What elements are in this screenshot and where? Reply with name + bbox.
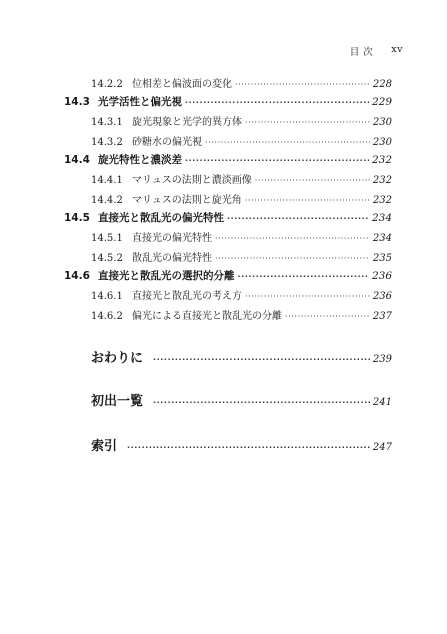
toc-chapter-entry[interactable] bbox=[91, 347, 392, 366]
toc-entry-page: 247 bbox=[372, 442, 392, 453]
leader-dots bbox=[285, 312, 370, 321]
leader-dots bbox=[245, 292, 370, 301]
leader-dots bbox=[127, 443, 370, 452]
toc-subsection-entry[interactable] bbox=[91, 171, 392, 186]
leader-dots bbox=[245, 118, 370, 127]
leader-dots bbox=[227, 214, 369, 223]
toc-entry-title: 直接光と散乱光の考え方 bbox=[132, 291, 242, 302]
toc-entry-page: 237 bbox=[372, 311, 392, 322]
toc-section-entry[interactable] bbox=[64, 152, 392, 167]
toc-entry-page: 232 bbox=[372, 195, 392, 206]
toc-subsection-entry[interactable] bbox=[91, 307, 392, 322]
leader-dots bbox=[185, 156, 369, 165]
running-header bbox=[350, 44, 403, 58]
toc-entry-page: 232 bbox=[372, 175, 392, 186]
toc-entry-title: 散乱光の偏光特性 bbox=[132, 253, 212, 264]
toc-entry-number: 14.4 bbox=[64, 154, 90, 166]
toc-entry-title: 偏光による直接光と散乱光の分離 bbox=[132, 311, 282, 322]
leader-dots bbox=[153, 355, 370, 364]
toc-entry-number: 14.2.2 bbox=[91, 79, 123, 90]
toc-subsection-entry[interactable] bbox=[91, 113, 392, 128]
toc-entry-title: 直接光と散乱光の選択的分離 bbox=[98, 270, 235, 282]
toc-entry-number: 14.4.2 bbox=[91, 195, 123, 206]
toc-entry-page: 229 bbox=[371, 96, 392, 108]
toc-entry-page: 234 bbox=[371, 212, 392, 224]
toc-entry-page: 239 bbox=[372, 354, 392, 365]
leader-dots bbox=[185, 98, 369, 107]
toc-subsection-entry[interactable] bbox=[91, 287, 392, 302]
toc-entry-title: 旋光現象と光学的異方体 bbox=[132, 117, 242, 128]
toc-entry-page: 230 bbox=[372, 117, 392, 128]
leader-dots bbox=[255, 176, 370, 185]
leader-dots bbox=[238, 272, 369, 281]
leader-dots bbox=[215, 234, 370, 243]
toc-chapter-entry[interactable] bbox=[91, 390, 392, 409]
toc-entry-number: 14.6.1 bbox=[91, 291, 123, 302]
toc-entry-page: 236 bbox=[372, 291, 392, 302]
toc-entry-title: 直接光の偏光特性 bbox=[132, 233, 212, 244]
leader-dots bbox=[215, 254, 370, 263]
toc-entry-title: 索引 bbox=[91, 439, 118, 454]
toc-entry-number: 14.6.2 bbox=[91, 311, 123, 322]
toc-entry-number: 14.5.1 bbox=[91, 233, 123, 244]
toc-subsection-entry[interactable] bbox=[91, 191, 392, 206]
toc-entry-page: 241 bbox=[372, 397, 392, 408]
toc-entry-title: 光学活性と偏光視 bbox=[98, 96, 182, 108]
toc-entry-title: マリュスの法則と旋光角 bbox=[132, 195, 242, 206]
toc-entry-number: 14.6 bbox=[64, 270, 90, 282]
toc-entry-title: 位相差と偏波面の変化 bbox=[132, 79, 232, 90]
toc-entry-page: 230 bbox=[372, 137, 392, 148]
toc-entry-number: 14.5.2 bbox=[91, 253, 123, 264]
toc-section-entry[interactable] bbox=[64, 94, 392, 109]
toc-entry-title: 初出一覧 bbox=[91, 394, 144, 409]
leader-dots bbox=[153, 398, 370, 407]
toc-entry-title: 直接光と散乱光の偏光特性 bbox=[98, 212, 224, 224]
toc-entry-page: 234 bbox=[372, 233, 392, 244]
toc-subsection-entry[interactable] bbox=[91, 133, 392, 148]
toc-entry-page: 235 bbox=[372, 253, 392, 264]
toc-entry-number: 14.3.2 bbox=[91, 137, 123, 148]
toc-chapter-entry[interactable] bbox=[91, 435, 392, 454]
toc-entry-page: 228 bbox=[372, 79, 392, 90]
toc-entry-number: 14.4.1 bbox=[91, 175, 123, 186]
leader-dots bbox=[245, 196, 370, 205]
leader-dots bbox=[235, 80, 370, 89]
toc-entry-title: 旋光特性と濃淡差 bbox=[98, 154, 182, 166]
toc-entry-number: 14.3.1 bbox=[91, 117, 123, 128]
toc-entry-page: 232 bbox=[371, 154, 392, 166]
toc-entry-title: 砂糖水の偏光視 bbox=[132, 137, 202, 148]
toc-entry-title: おわりに bbox=[91, 351, 144, 366]
toc-section-entry[interactable] bbox=[64, 268, 392, 283]
toc-section-entry[interactable] bbox=[64, 210, 392, 225]
toc-entry-number: 14.5 bbox=[64, 212, 90, 224]
leader-dots bbox=[205, 138, 370, 147]
toc-subsection-entry[interactable] bbox=[91, 229, 392, 244]
toc-entry-title: マリュスの法則と濃淡画像 bbox=[132, 175, 252, 186]
toc-entry-number: 14.3 bbox=[64, 96, 90, 108]
header-page-numeral: xv bbox=[391, 44, 403, 55]
toc-subsection-entry[interactable] bbox=[91, 75, 392, 90]
header-label: 目 次 bbox=[349, 47, 374, 58]
toc-subsection-entry[interactable] bbox=[91, 249, 392, 264]
toc-entry-page: 236 bbox=[371, 270, 392, 282]
